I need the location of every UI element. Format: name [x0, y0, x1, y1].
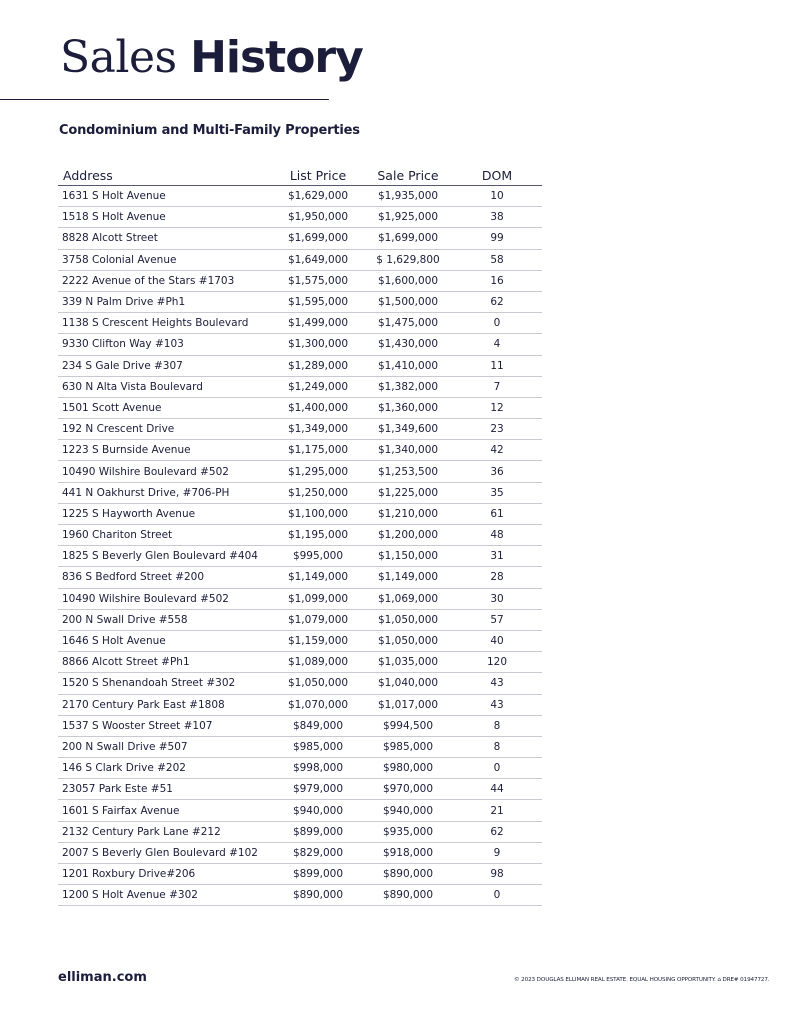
address-cell: 23057 Park Este #51	[58, 779, 272, 800]
address-cell: 10490 Wilshire Boulevard #502	[58, 588, 272, 609]
sale-price-cell: $970,000	[364, 779, 452, 800]
list-price-cell: $890,000	[272, 885, 364, 906]
table-row	[58, 885, 542, 906]
dom-cell: 0	[452, 313, 542, 334]
sale-price-cell: $1,500,000	[364, 291, 452, 312]
dom-cell: 30	[452, 588, 542, 609]
sale-price-cell: $1,035,000	[364, 652, 452, 673]
dom-cell: 42	[452, 440, 542, 461]
address-cell: 2007 S Beverly Glen Boulevard #102	[58, 842, 272, 863]
column-header-dom: DOM	[452, 163, 542, 186]
sale-price-cell: $1,040,000	[364, 673, 452, 694]
table-row	[58, 567, 542, 588]
sale-price-cell: $985,000	[364, 736, 452, 757]
address-cell: 192 N Crescent Drive	[58, 419, 272, 440]
address-cell: 339 N Palm Drive #Ph1	[58, 291, 272, 312]
page-title-light: Sales	[60, 32, 177, 83]
address-cell: 441 N Oakhurst Drive, #706-PH	[58, 482, 272, 503]
dom-cell: 99	[452, 228, 542, 249]
sale-price-cell: $1,382,000	[364, 376, 452, 397]
address-cell: 200 N Swall Drive #558	[58, 609, 272, 630]
legal-notice: © 2023 DOUGLAS ELLIMAN REAL ESTATE. EQUAL HOUSING OPPORTUNITY. ⌂ DRE# 01947727.	[514, 977, 770, 983]
dom-cell: 120	[452, 652, 542, 673]
address-cell: 1501 Scott Avenue	[58, 397, 272, 418]
sale-price-cell: $1,699,000	[364, 228, 452, 249]
title-divider	[0, 99, 329, 100]
table-header-row	[58, 163, 542, 186]
sale-price-cell: $918,000	[364, 842, 452, 863]
list-price-cell: $1,079,000	[272, 609, 364, 630]
list-price-cell: $829,000	[272, 842, 364, 863]
address-cell: 1960 Chariton Street	[58, 525, 272, 546]
table-row	[58, 821, 542, 842]
sale-price-cell: $1,050,000	[364, 630, 452, 651]
list-price-cell: $1,950,000	[272, 207, 364, 228]
sale-price-cell: $1,017,000	[364, 694, 452, 715]
list-price-cell: $998,000	[272, 758, 364, 779]
page-title	[60, 32, 363, 84]
sale-price-cell: $940,000	[364, 800, 452, 821]
table-row	[58, 249, 542, 270]
sale-price-cell: $1,069,000	[364, 588, 452, 609]
table-row	[58, 376, 542, 397]
list-price-cell: $995,000	[272, 546, 364, 567]
dom-cell: 0	[452, 758, 542, 779]
dom-cell: 58	[452, 249, 542, 270]
sale-price-cell: $994,500	[364, 715, 452, 736]
table-row	[58, 842, 542, 863]
list-price-cell: $1,595,000	[272, 291, 364, 312]
column-header-sale-price: Sale Price	[364, 163, 452, 186]
list-price-cell: $1,100,000	[272, 503, 364, 524]
sale-price-cell: $1,200,000	[364, 525, 452, 546]
address-cell: 234 S Gale Drive #307	[58, 355, 272, 376]
address-cell: 1138 S Crescent Heights Boulevard	[58, 313, 272, 334]
table-row	[58, 440, 542, 461]
column-header-address: Address	[58, 163, 272, 186]
address-cell: 1518 S Holt Avenue	[58, 207, 272, 228]
address-cell: 1520 S Shenandoah Street #302	[58, 673, 272, 694]
table-row	[58, 864, 542, 885]
list-price-cell: $1,575,000	[272, 270, 364, 291]
dom-cell: 12	[452, 397, 542, 418]
page-title-bold: History	[190, 32, 363, 83]
list-price-cell: $899,000	[272, 864, 364, 885]
dom-cell: 62	[452, 821, 542, 842]
table-row	[58, 673, 542, 694]
sale-price-cell: $1,410,000	[364, 355, 452, 376]
dom-cell: 9	[452, 842, 542, 863]
dom-cell: 0	[452, 885, 542, 906]
address-cell: 630 N Alta Vista Boulevard	[58, 376, 272, 397]
column-header-list-price: List Price	[272, 163, 364, 186]
sale-price-cell: $1,253,500	[364, 461, 452, 482]
address-cell: 2222 Avenue of the Stars #1703	[58, 270, 272, 291]
table-row	[58, 207, 542, 228]
dom-cell: 44	[452, 779, 542, 800]
list-price-cell: $1,070,000	[272, 694, 364, 715]
dom-cell: 48	[452, 525, 542, 546]
address-cell: 1200 S Holt Avenue #302	[58, 885, 272, 906]
table-row	[58, 800, 542, 821]
list-price-cell: $1,159,000	[272, 630, 364, 651]
sale-price-cell: $935,000	[364, 821, 452, 842]
list-price-cell: $1,499,000	[272, 313, 364, 334]
table-row	[58, 694, 542, 715]
address-cell: 200 N Swall Drive #507	[58, 736, 272, 757]
address-cell: 1646 S Holt Avenue	[58, 630, 272, 651]
list-price-cell: $1,295,000	[272, 461, 364, 482]
list-price-cell: $1,629,000	[272, 186, 364, 207]
table-row	[58, 228, 542, 249]
dom-cell: 8	[452, 736, 542, 757]
table-row	[58, 482, 542, 503]
dom-cell: 21	[452, 800, 542, 821]
dom-cell: 31	[452, 546, 542, 567]
sale-price-cell: $1,349,600	[364, 419, 452, 440]
list-price-cell: $1,195,000	[272, 525, 364, 546]
list-price-cell: $1,249,000	[272, 376, 364, 397]
table-row	[58, 397, 542, 418]
address-cell: 1225 S Hayworth Avenue	[58, 503, 272, 524]
table-row	[58, 270, 542, 291]
dom-cell: 7	[452, 376, 542, 397]
list-price-cell: $1,089,000	[272, 652, 364, 673]
address-cell: 2132 Century Park Lane #212	[58, 821, 272, 842]
dom-cell: 57	[452, 609, 542, 630]
dom-cell: 8	[452, 715, 542, 736]
address-cell: 1601 S Fairfax Avenue	[58, 800, 272, 821]
address-cell: 1201 Roxbury Drive#206	[58, 864, 272, 885]
address-cell: 1537 S Wooster Street #107	[58, 715, 272, 736]
table-row	[58, 758, 542, 779]
list-price-cell: $1,175,000	[272, 440, 364, 461]
sale-price-cell: $1,925,000	[364, 207, 452, 228]
table-row	[58, 588, 542, 609]
table-row	[58, 313, 542, 334]
address-cell: 1223 S Burnside Avenue	[58, 440, 272, 461]
section-subtitle: Condominium and Multi-Family Properties	[59, 123, 360, 138]
list-price-cell: $1,250,000	[272, 482, 364, 503]
table-row	[58, 461, 542, 482]
sale-price-cell: $1,475,000	[364, 313, 452, 334]
table-row	[58, 334, 542, 355]
address-cell: 3758 Colonial Avenue	[58, 249, 272, 270]
table-row	[58, 736, 542, 757]
list-price-cell: $1,289,000	[272, 355, 364, 376]
address-cell: 1631 S Holt Avenue	[58, 186, 272, 207]
list-price-cell: $1,699,000	[272, 228, 364, 249]
table-row	[58, 652, 542, 673]
sale-price-cell: $ 1,629,800	[364, 249, 452, 270]
address-cell: 1825 S Beverly Glen Boulevard #404	[58, 546, 272, 567]
address-cell: 8828 Alcott Street	[58, 228, 272, 249]
list-price-cell: $899,000	[272, 821, 364, 842]
list-price-cell: $849,000	[272, 715, 364, 736]
list-price-cell: $1,149,000	[272, 567, 364, 588]
address-cell: 836 S Bedford Street #200	[58, 567, 272, 588]
sale-price-cell: $890,000	[364, 885, 452, 906]
dom-cell: 62	[452, 291, 542, 312]
address-cell: 10490 Wilshire Boulevard #502	[58, 461, 272, 482]
dom-cell: 35	[452, 482, 542, 503]
dom-cell: 43	[452, 673, 542, 694]
dom-cell: 28	[452, 567, 542, 588]
sale-price-cell: $1,149,000	[364, 567, 452, 588]
dom-cell: 11	[452, 355, 542, 376]
list-price-cell: $1,349,000	[272, 419, 364, 440]
sale-price-cell: $1,225,000	[364, 482, 452, 503]
table-row	[58, 779, 542, 800]
address-cell: 146 S Clark Drive #202	[58, 758, 272, 779]
address-cell: 2170 Century Park East #1808	[58, 694, 272, 715]
sale-price-cell: $1,210,000	[364, 503, 452, 524]
table-row	[58, 186, 542, 207]
table-row	[58, 609, 542, 630]
table-row	[58, 419, 542, 440]
list-price-cell: $1,050,000	[272, 673, 364, 694]
dom-cell: 61	[452, 503, 542, 524]
table-row	[58, 630, 542, 651]
list-price-cell: $1,099,000	[272, 588, 364, 609]
dom-cell: 38	[452, 207, 542, 228]
table-body	[58, 186, 542, 906]
website-link[interactable]: elliman.com	[58, 970, 147, 985]
table-row	[58, 291, 542, 312]
dom-cell: 98	[452, 864, 542, 885]
sale-price-cell: $1,360,000	[364, 397, 452, 418]
list-price-cell: $979,000	[272, 779, 364, 800]
address-cell: 8866 Alcott Street #Ph1	[58, 652, 272, 673]
sales-history-table	[58, 163, 542, 906]
table-row	[58, 546, 542, 567]
table-row	[58, 355, 542, 376]
dom-cell: 23	[452, 419, 542, 440]
dom-cell: 10	[452, 186, 542, 207]
dom-cell: 36	[452, 461, 542, 482]
dom-cell: 43	[452, 694, 542, 715]
sale-price-cell: $1,430,000	[364, 334, 452, 355]
sale-price-cell: $890,000	[364, 864, 452, 885]
dom-cell: 40	[452, 630, 542, 651]
sale-price-cell: $1,600,000	[364, 270, 452, 291]
table-row	[58, 503, 542, 524]
list-price-cell: $1,300,000	[272, 334, 364, 355]
dom-cell: 16	[452, 270, 542, 291]
table-row	[58, 715, 542, 736]
address-cell: 9330 Clifton Way #103	[58, 334, 272, 355]
sale-price-cell: $1,935,000	[364, 186, 452, 207]
sale-price-cell: $1,340,000	[364, 440, 452, 461]
list-price-cell: $985,000	[272, 736, 364, 757]
list-price-cell: $1,649,000	[272, 249, 364, 270]
dom-cell: 4	[452, 334, 542, 355]
table-row	[58, 525, 542, 546]
sale-price-cell: $1,150,000	[364, 546, 452, 567]
sale-price-cell: $980,000	[364, 758, 452, 779]
list-price-cell: $940,000	[272, 800, 364, 821]
list-price-cell: $1,400,000	[272, 397, 364, 418]
sale-price-cell: $1,050,000	[364, 609, 452, 630]
